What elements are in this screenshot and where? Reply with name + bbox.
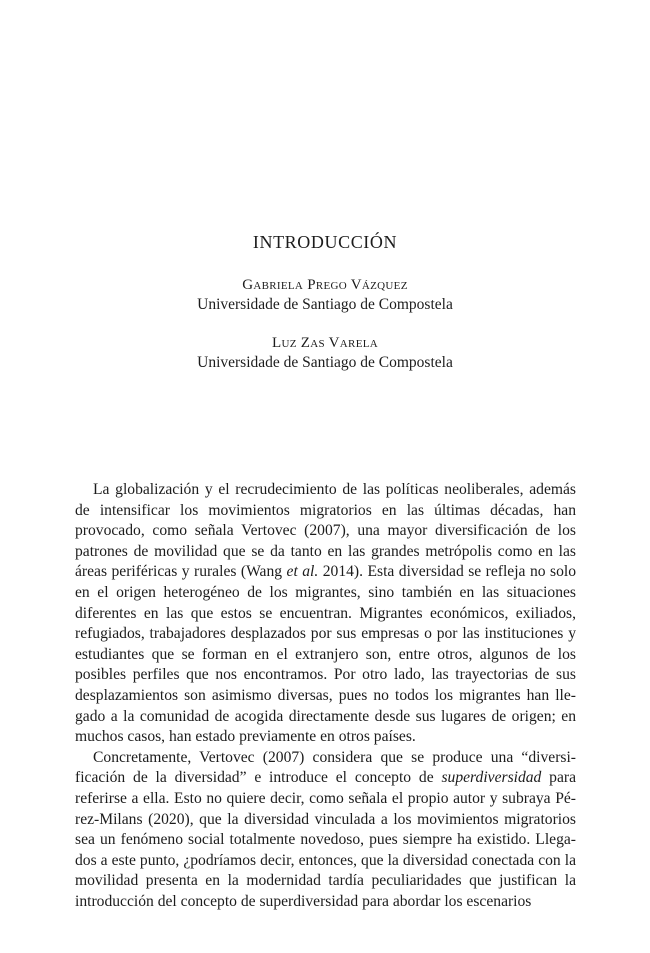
paragraph	[75, 480, 576, 748]
author-affiliation: Universidade de Santiago de Compostela	[197, 354, 453, 371]
author-name: Gabriela Prego Vázquez	[242, 277, 408, 293]
text-run: Concretamente, Vertovec (2007) considera que se produce una “diversificación de la diversidad” e introduce el concepto de	[75, 748, 576, 787]
italic-text: superdiversidad	[441, 769, 542, 787]
text-run: para referirse a ella. Esto no quiere decir, como señala el propio autor y subraya Pérez-Milans (2020), que la diversidad vinculada a los movimientos migratorios sea un fenómeno social totalmente novedoso, pues siempre ha existido. Llegados a este punto, ¿podríamos decir, entonces, que la diversidad conectada con la movilidad presenta en la modernidad tardía peculiaridades que justifican la introducción del concepto de superdiversidad para abordar los escenarios	[75, 769, 577, 910]
paragraph	[75, 748, 576, 913]
chapter-header	[0, 230, 650, 372]
body-text	[75, 480, 576, 912]
text-run: 2014). Esta diversidad se refleja no solo en el origen heterogéneo de los migrantes, sino también en las situaciones diferentes en las que estos se encuentran. Migrantes económicos, exiliados, refugiados, trabajadores desplazados por sus empresas o por las instituciones y estudiantes que se forman en el extranjero son, entre otros, algunos de los posibles perfiles que nos encontramos. Por otro lado, las trayectorias de sus desplazamientos son asimismo diversas, pues no todos los migrantes han llegado a la comunidad de acogida directamente desde sus lugares de origen; en muchos casos, han estado previamente en otros países.	[75, 563, 576, 746]
author-affiliation: Universidade de Santiago de Compostela	[197, 296, 453, 313]
chapter-title: INTRODUCCIÓN	[252, 232, 398, 252]
italic-text: et al.	[286, 563, 319, 581]
text-run: La globalización y el recrudecimiento de las políticas neoliberales, además de intensificar los movimientos migratorios en las últimas décadas, han provocado, como señala Vertovec (2007), una mayor diversificación de los patrones de movilidad que se da tanto en las grandes metrópolis como en las áreas periféricas y rurales (Wang	[75, 481, 576, 581]
author-name: Luz Zas Varela	[272, 335, 378, 351]
